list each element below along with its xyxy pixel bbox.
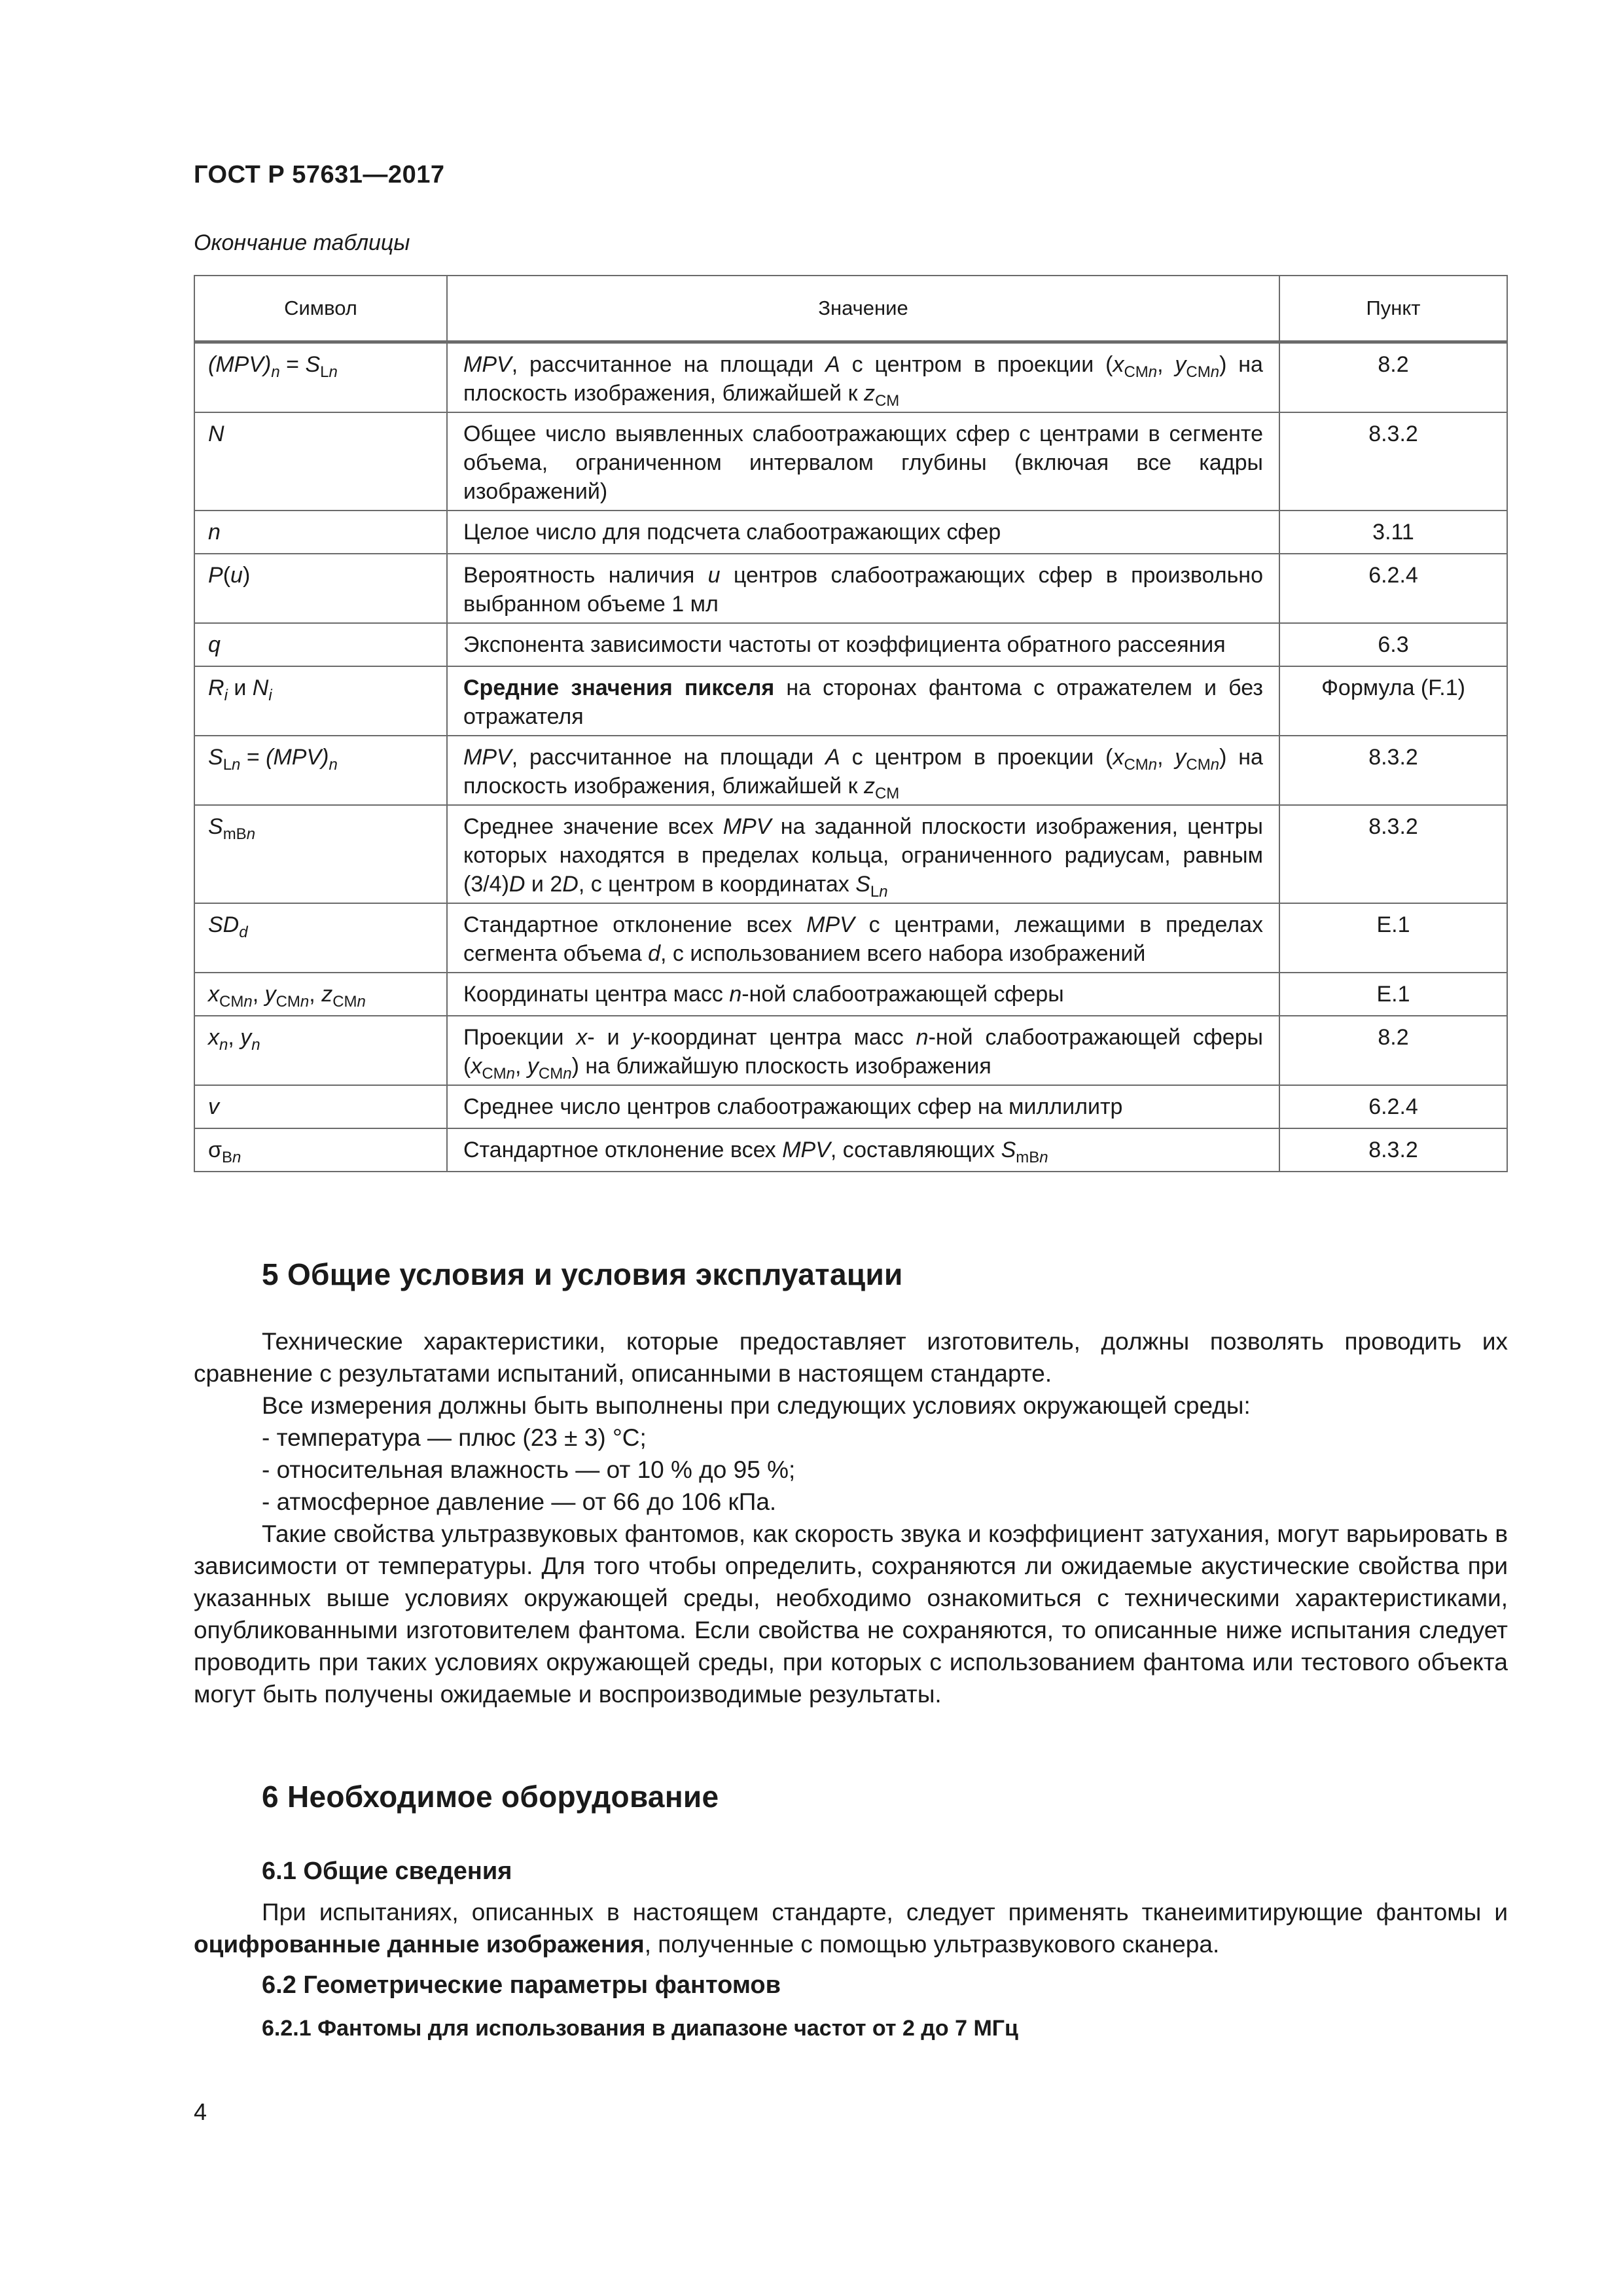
ref-cell: 8.3.2 <box>1279 412 1507 511</box>
description-cell: Вероятность наличия u центров слабоотражающих сфер в произвольно выбранном объеме 1 мл <box>447 554 1279 623</box>
subsection-6-1-heading: 6.1 Общие сведения <box>262 1857 512 1885</box>
symbol-cell: $R_i$ и $N_i$ <box>194 666 447 736</box>
table-row <box>194 666 1507 736</box>
table-row <box>194 1016 1507 1085</box>
description-cell: Среднее число центров слабоотражающих сфер на миллилитр <box>447 1085 1279 1128</box>
symbol-cell: $x_n$, $y_n$ <box>194 1016 447 1085</box>
symbols-table <box>194 275 1508 1172</box>
symbol-cell: q <box>194 623 447 666</box>
paragraph: Такие свойства ультразвуковых фантомов, как скорость звука и коэффициент затухания, могут варьировать в зависимости от температуры. Для того чтобы определить, сохраняются ли ожидаемые акустические свойства при указанных выше условиях окружающей среды, необходимо ознакомиться с техническими характеристиками, опубликованными изготовителем фантома. Если свойства не сохраняются, то описанные ниже испытания следует проводить при таких условиях окружающей среды, при которых с использованием фантома или тестового объекта могут быть получены ожидаемые и воспроизводимые результаты. <box>194 1520 1508 1708</box>
description-cell: Проекции x- и y-координат центра масс n-ной слабоотражающей сферы ($x_{CMn}$, $y_{CMn}$) на ближайшую плоскость изображения <box>447 1016 1279 1085</box>
description-cell: Экспонента зависимости частоты от коэффициента обратного рассеяния <box>447 623 1279 666</box>
table-row <box>194 623 1507 666</box>
subsection-6-2-heading: 6.2 Геометрические параметры фантомов <box>262 1971 781 1999</box>
table-caption: Окончание таблицы <box>194 230 410 255</box>
symbol-cell: v <box>194 1085 447 1128</box>
description-cell: Общее число выявленных слабоотражающих сфер с центрами в сегменте объема, ограниченном интервалом глубины (включая все кадры изображений) <box>447 412 1279 511</box>
table-row <box>194 805 1507 903</box>
ref-cell: 6.2.4 <box>1279 1085 1507 1128</box>
symbol-cell: $SD_d$ <box>194 903 447 973</box>
page-number: 4 <box>194 2098 207 2125</box>
symbol-cell: $S_{Ln} = (MPV)_n$ <box>194 736 447 805</box>
symbol-cell: $S_{mBn}$ <box>194 805 447 903</box>
subsection-6-1-body <box>194 1896 1508 1960</box>
column-header-value: Значение <box>447 276 1279 342</box>
table-row <box>194 1085 1507 1128</box>
ref-cell: E.1 <box>1279 903 1507 973</box>
column-header-symbol: Символ <box>194 276 447 342</box>
ref-cell: 6.2.4 <box>1279 554 1507 623</box>
symbol-cell: $(MPV)_n = S_{Ln}$ <box>194 342 447 413</box>
section-6-heading: 6 Необходимое оборудование <box>262 1780 719 1814</box>
table-row <box>194 903 1507 973</box>
subsection-6-2-1-heading: 6.2.1 Фантомы для использования в диапазоне частот от 2 до 7 МГц <box>262 2016 1018 2041</box>
column-header-ref: Пункт <box>1279 276 1507 342</box>
section-5-heading: 5 Общие условия и условия эксплуатации <box>262 1257 903 1291</box>
paragraph: Все измерения должны быть выполнены при следующих условиях окружающей среды: <box>262 1392 1251 1419</box>
paragraph: Технические характеристики, которые предоставляет изготовитель, должны позволять проводить их сравнение с результатами испытаний, описанными в настоящем стандарте. <box>194 1328 1508 1387</box>
description-cell: Координаты центра масс n-ной слабоотражающей сферы <box>447 973 1279 1016</box>
ref-cell: 8.2 <box>1279 342 1507 413</box>
ref-cell: Формула (F.1) <box>1279 666 1507 736</box>
description-cell: Среднее значение всех MPV на заданной плоскости изображения, центры которых находятся в пределах кольца, ограниченного радиусам, равным (3/4)D и 2D, с центром в координатах $S_{Ln}$ <box>447 805 1279 903</box>
table-row <box>194 342 1507 413</box>
list-item: - атмосферное давление — от 66 до 106 кПа. <box>262 1488 777 1515</box>
table-row <box>194 554 1507 623</box>
description-cell: MPV, рассчитанное на площади А с центром в проекции ($x_{CMn}$, $y_{CMn}$) на плоскость изображения, ближайшей к $z_{CM}$ <box>447 736 1279 805</box>
ref-cell: 8.3.2 <box>1279 805 1507 903</box>
table-header-row <box>194 276 1507 342</box>
ref-cell: 8.3.2 <box>1279 1128 1507 1172</box>
table-row <box>194 973 1507 1016</box>
table-row <box>194 511 1507 554</box>
table-row <box>194 412 1507 511</box>
description-cell: MPV, рассчитанное на площади А с центром в проекции ($x_{CMn}$, $y_{CMn}$) на плоскость изображения, ближайшей к $z_{CM}$ <box>447 342 1279 413</box>
ref-cell: 8.2 <box>1279 1016 1507 1085</box>
description-cell: Стандартное отклонение всех MPV с центрами, лежащими в пределах сегмента объема d, с использованием всего набора изображений <box>447 903 1279 973</box>
section-5-body <box>194 1325 1508 1710</box>
list-item: - температура — плюс (23 ± 3) °С; <box>262 1424 647 1451</box>
description-cell: Стандартное отклонение всех MPV, составляющих $S_{mBn}$ <box>447 1128 1279 1172</box>
symbol-cell: n <box>194 511 447 554</box>
list-item: - относительная влажность — от 10 % до 95 %; <box>262 1456 796 1483</box>
ref-cell: 8.3.2 <box>1279 736 1507 805</box>
table-row <box>194 736 1507 805</box>
ref-cell: 6.3 <box>1279 623 1507 666</box>
symbol-cell: $x_{CMn}$, $y_{CMn}$, $z_{CMn}$ <box>194 973 447 1016</box>
symbol-cell: P(u) <box>194 554 447 623</box>
symbol-cell: $\sigma_{Bn}$ <box>194 1128 447 1172</box>
standard-number: ГОСТ Р 57631—2017 <box>194 161 445 188</box>
ref-cell: E.1 <box>1279 973 1507 1016</box>
symbol-cell: N <box>194 412 447 511</box>
paragraph: При испытаниях, описанных в настоящем стандарте, следует применять тканеимитирующие фантомы и оцифрованные данные изображения, полученные с помощью ультразвукового сканера. <box>194 1899 1508 1958</box>
ref-cell: 3.11 <box>1279 511 1507 554</box>
description-cell: Средние значения пикселя на сторонах фантома с отражателем и без отражателя <box>447 666 1279 736</box>
table-row <box>194 1128 1507 1172</box>
description-cell: Целое число для подсчета слабоотражающих сфер <box>447 511 1279 554</box>
